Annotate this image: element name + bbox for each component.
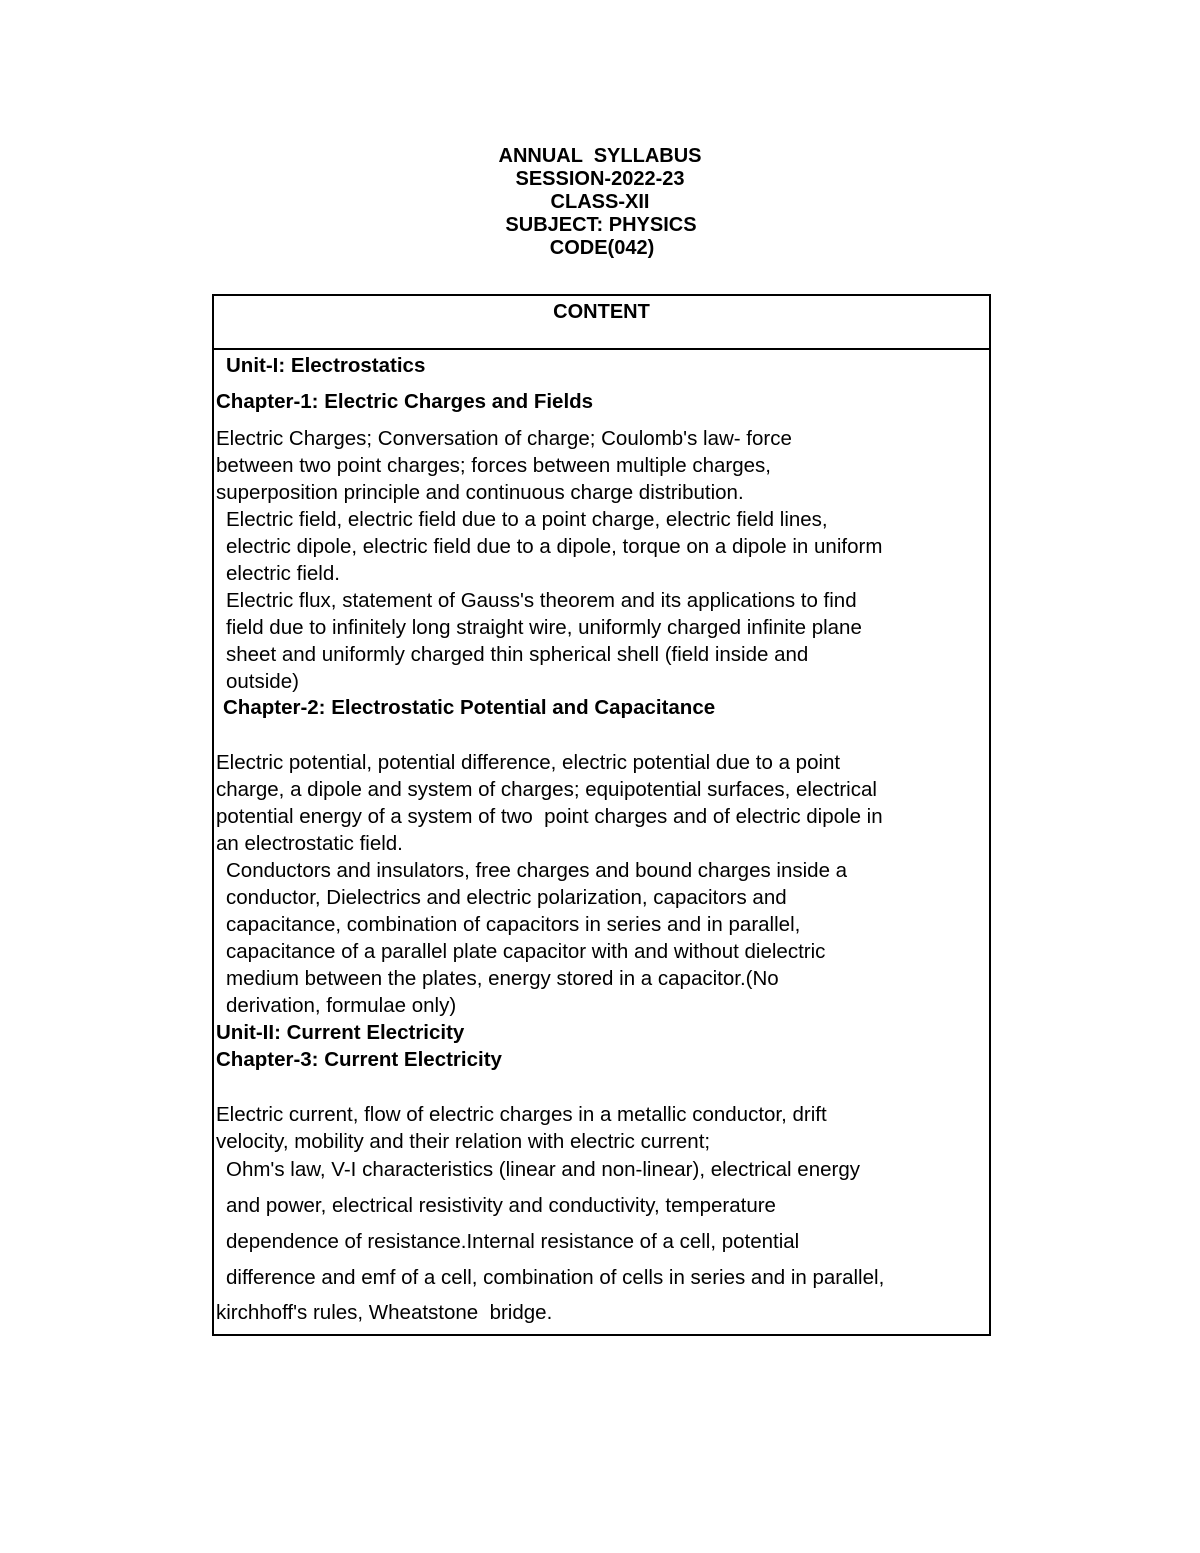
session-label: SESSION-2022-23 bbox=[515, 168, 685, 190]
chapter-heading: Chapter-3: Current Electricity bbox=[216, 1048, 502, 1071]
content-line: Conductors and insulators, free charges and bound charges inside a bbox=[226, 859, 848, 882]
content-line: between two point charges; forces between multiple charges, bbox=[216, 454, 771, 477]
chapter-heading: Chapter-2: Electrostatic Potential and Capacitance bbox=[223, 696, 716, 719]
content-line: velocity, mobility and their relation with electric current; bbox=[216, 1130, 711, 1153]
unit-heading: Unit-I: Electrostatics bbox=[226, 354, 426, 377]
content-line: field due to infinitely long straight wire, uniformly charged infinite plane bbox=[226, 616, 862, 639]
content-line: Ohm's law, V-I characteristics (linear and non-linear), electrical energy bbox=[226, 1158, 860, 1181]
content-line: derivation, formulae only) bbox=[226, 994, 457, 1017]
content-line: kirchhoff's rules, Wheatstone bridge. bbox=[216, 1301, 553, 1324]
content-line: electric field. bbox=[226, 562, 340, 585]
content-line: medium between the plates, energy stored in a capacitor.(No bbox=[226, 967, 779, 990]
content-line: Electric flux, statement of Gauss's theorem and its applications to find bbox=[226, 589, 857, 612]
content-line: Electric field, electric field due to a point charge, electric field lines, bbox=[226, 508, 828, 531]
subject-label: SUBJECT: PHYSICS bbox=[505, 214, 697, 236]
content-table bbox=[212, 294, 991, 1336]
content-line: capacitance of a parallel plate capacitor with and without dielectric bbox=[226, 940, 826, 963]
content-line: conductor, Dielectrics and electric polarization, capacitors and bbox=[226, 886, 787, 909]
content-line: superposition principle and continuous charge distribution. bbox=[216, 481, 744, 504]
content-line: dependence of resistance.Internal resistance of a cell, potential bbox=[226, 1230, 800, 1253]
content-line: Electric Charges; Conversation of charge; Coulomb's law- force bbox=[216, 427, 792, 450]
content-line: difference and emf of a cell, combination of cells in series and in parallel, bbox=[226, 1266, 885, 1289]
unit-heading: Unit-II: Current Electricity bbox=[216, 1021, 465, 1044]
content-line: outside) bbox=[226, 670, 299, 693]
content-line: electric dipole, electric field due to a dipole, torque on a dipole in uniform bbox=[226, 535, 883, 558]
content-line: Electric current, flow of electric charges in a metallic conductor, drift bbox=[216, 1103, 827, 1126]
content-line: sheet and uniformly charged thin spherical shell (field inside and bbox=[226, 643, 809, 666]
chapter-heading: Chapter-1: Electric Charges and Fields bbox=[216, 390, 594, 413]
code-label: CODE(042) bbox=[549, 237, 655, 259]
content-line: capacitance, combination of capacitors in series and in parallel, bbox=[226, 913, 801, 936]
content-line: Electric potential, potential difference, electric potential due to a point bbox=[216, 751, 841, 774]
content-line: an electrostatic field. bbox=[216, 832, 403, 855]
content-line: charge, a dipole and system of charges; equipotential surfaces, electrical bbox=[216, 778, 877, 801]
document-header bbox=[0, 145, 1200, 260]
class-label: CLASS-XII bbox=[550, 191, 650, 213]
content-heading: CONTENT bbox=[214, 296, 989, 350]
content-line: and power, electrical resistivity and conductivity, temperature bbox=[226, 1194, 776, 1217]
syllabus-title: ANNUAL SYLLABUS bbox=[498, 145, 702, 167]
content-line: potential energy of a system of two point charges and of electric dipole in bbox=[216, 805, 883, 828]
